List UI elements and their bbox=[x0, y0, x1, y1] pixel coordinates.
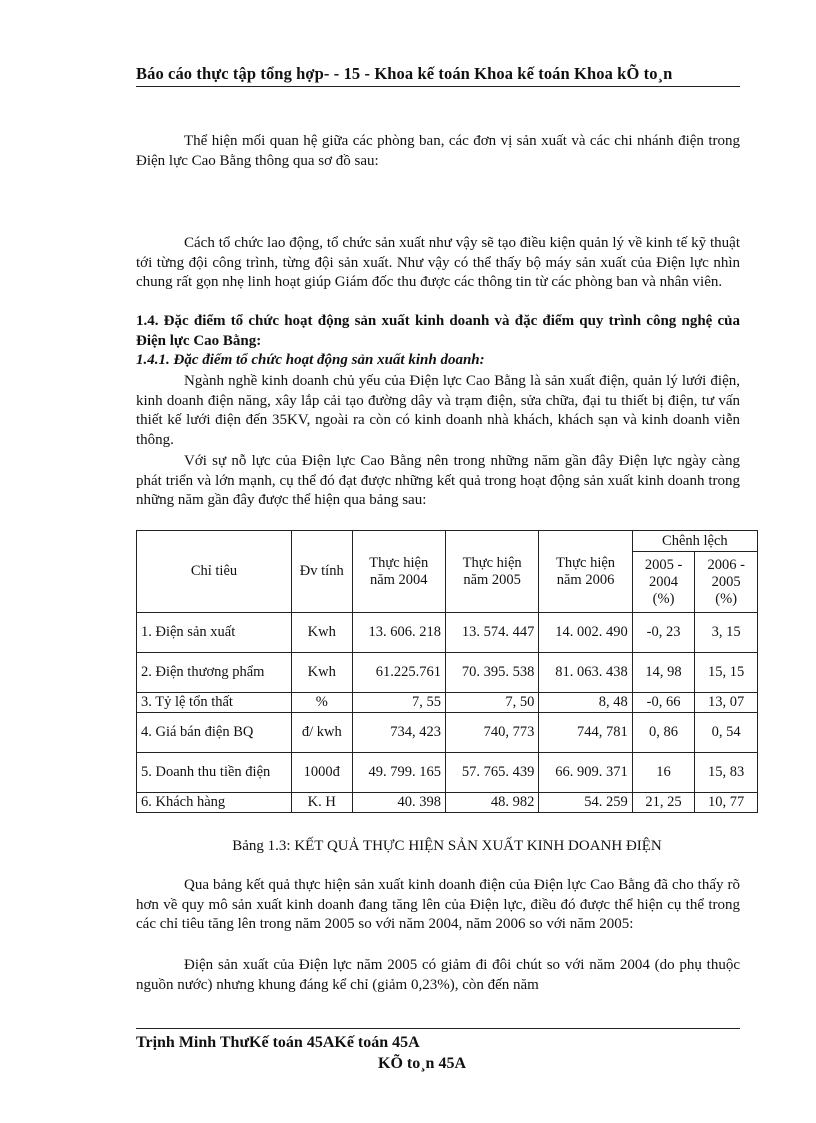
row-2005: 70. 395. 538 bbox=[445, 653, 538, 693]
table-row bbox=[137, 753, 758, 793]
row-unit: Kwh bbox=[291, 613, 352, 653]
header-diff-2006-2005: 2006 - 2005 (%) bbox=[695, 552, 758, 613]
page-header: Báo cáo thực tập tổng hợp- - 15 - Khoa kế toán Khoa kế toán Khoa kÕ to¸n bbox=[136, 64, 740, 87]
row-indicator: 4. Giá bán điện BQ bbox=[137, 713, 292, 753]
row-2004: 7, 55 bbox=[352, 693, 445, 713]
row-diff2: 3, 15 bbox=[695, 613, 758, 653]
section-heading: 1.4. Đặc điểm tổ chức hoạt động sản xuất kinh doanh và đặc điểm quy trình công nghệ của Điện lực Cao Bằng: bbox=[136, 313, 740, 349]
analysis-paragraph: Qua bảng kết quả thực hiện sản xuất kinh doanh điện của Điện lực Cao Bằng đã cho thấy rõ hơn về quy mô sản xuất kinh doanh đang tăng lên của Điện lực, điều đó được thể hiện cụ thể trong các chỉ tiêu tăng lên trong năm 2005 so với năm 2004, năm 2006 so với năm 2005: bbox=[136, 877, 740, 932]
row-diff2: 15, 15 bbox=[695, 653, 758, 693]
row-2006: 54. 259 bbox=[539, 793, 632, 813]
row-unit: đ/ kwh bbox=[291, 713, 352, 753]
table-caption: Bảng 1.3: KẾT QUẢ THỰC HIỆN SẢN XUẤT KINH DOANH ĐIỆN bbox=[232, 838, 662, 854]
table-row bbox=[137, 693, 758, 713]
row-diff2: 0, 54 bbox=[695, 713, 758, 753]
row-2005: 48. 982 bbox=[445, 793, 538, 813]
row-2006: 8, 48 bbox=[539, 693, 632, 713]
row-indicator: 6. Khách hàng bbox=[137, 793, 292, 813]
row-unit: % bbox=[291, 693, 352, 713]
row-2006: 66. 909. 371 bbox=[539, 753, 632, 793]
row-2006: 14. 002. 490 bbox=[539, 613, 632, 653]
row-unit: K. H bbox=[291, 793, 352, 813]
header-unit: Đv tính bbox=[291, 531, 352, 613]
header-difference: Chênh lệch bbox=[632, 531, 757, 552]
row-diff1: -0, 23 bbox=[632, 613, 695, 653]
row-2005: 13. 574. 447 bbox=[445, 613, 538, 653]
table-row bbox=[137, 793, 758, 813]
row-indicator: 3. Tỷ lệ tổn thất bbox=[137, 693, 292, 713]
row-2005: 7, 50 bbox=[445, 693, 538, 713]
header-2006: Thực hiện năm 2006 bbox=[539, 531, 632, 613]
business-lines-paragraph: Ngành nghề kinh doanh chủ yếu của Điện lực Cao Bằng là sản xuất điện, quản lý lưới điện, kinh doanh điện năng, xây lắp cải tạo đường dây và trạm điện, sửa chữa, đại tu thiết bị điện, tư vấn thiết kế lưới điện đến 35KV, ngoài ra còn có kinh doanh nhà khách, khách sạn và kinh doanh viễn thông. bbox=[136, 373, 740, 448]
row-2004: 40. 398 bbox=[352, 793, 445, 813]
results-intro-paragraph: Với sự nỗ lực của Điện lực Cao Bằng nên trong những năm gần đây Điện lực ngày càng phát triển và lớn mạnh, cụ thể đó đạt được những kết quả trong hoạt động sản xuất kinh doanh trong những năm gần đây được thể hiện qua bảng sau: bbox=[136, 453, 740, 508]
subsection-heading: 1.4.1. Đặc điểm tổ chức hoạt động sản xuất kinh doanh: bbox=[136, 352, 485, 368]
footer-divider bbox=[136, 1028, 740, 1029]
row-unit: Kwh bbox=[291, 653, 352, 693]
row-unit: 1000đ bbox=[291, 753, 352, 793]
header-2004: Thực hiện năm 2004 bbox=[352, 531, 445, 613]
row-diff1: 21, 25 bbox=[632, 793, 695, 813]
table-row bbox=[137, 653, 758, 693]
row-indicator: 1. Điện sản xuất bbox=[137, 613, 292, 653]
row-2004: 13. 606. 218 bbox=[352, 613, 445, 653]
footer-class: KÕ to¸n 45A bbox=[378, 1055, 466, 1072]
production-paragraph: Điện sản xuất của Điện lực năm 2005 có giảm đi đôi chút so với năm 2004 (do phụ thuộc nguồn nước) nhưng khung đáng kể chỉ (giảm 0,23%), còn đến năm bbox=[136, 957, 740, 993]
header-2005: Thực hiện năm 2005 bbox=[445, 531, 538, 613]
row-2006: 81. 063. 438 bbox=[539, 653, 632, 693]
row-2004: 49. 799. 165 bbox=[352, 753, 445, 793]
row-diff2: 15, 83 bbox=[695, 753, 758, 793]
header-diff-2005-2004: 2005 - 2004 (%) bbox=[632, 552, 695, 613]
organization-paragraph: Cách tổ chức lao động, tổ chức sản xuất như vậy sẽ tạo điều kiện quản lý về kinh tế kỹ thuật tới từng đội công trình, từng đội sản xuất. Như vậy có thể thấy bộ máy sản xuất của Điện lực nhìn chung rất gọn nhẹ linh hoạt giúp Giám đốc thu được các thông tin từ các phòng ban và nhân viên. bbox=[136, 235, 740, 290]
row-2004: 734, 423 bbox=[352, 713, 445, 753]
row-diff1: 16 bbox=[632, 753, 695, 793]
row-2006: 744, 781 bbox=[539, 713, 632, 753]
table-row bbox=[137, 713, 758, 753]
row-2005: 740, 773 bbox=[445, 713, 538, 753]
row-diff1: 0, 86 bbox=[632, 713, 695, 753]
footer-author: Trịnh Minh ThưKế toán 45AKế toán 45A bbox=[136, 1034, 420, 1051]
intro-paragraph: Thể hiện mối quan hệ giữa các phòng ban, các đơn vị sản xuất và các chi nhánh điện trong Điện lực Cao Bằng thông qua sơ đồ sau: bbox=[136, 133, 740, 169]
results-table bbox=[136, 530, 758, 813]
row-diff1: -0, 66 bbox=[632, 693, 695, 713]
row-2005: 57. 765. 439 bbox=[445, 753, 538, 793]
row-diff2: 13, 07 bbox=[695, 693, 758, 713]
row-2004: 61.225.761 bbox=[352, 653, 445, 693]
row-diff2: 10, 77 bbox=[695, 793, 758, 813]
row-indicator: 5. Doanh thu tiền điện bbox=[137, 753, 292, 793]
row-diff1: 14, 98 bbox=[632, 653, 695, 693]
table-row bbox=[137, 613, 758, 653]
header-indicator: Chỉ tiêu bbox=[137, 531, 292, 613]
row-indicator: 2. Điện thương phẩm bbox=[137, 653, 292, 693]
